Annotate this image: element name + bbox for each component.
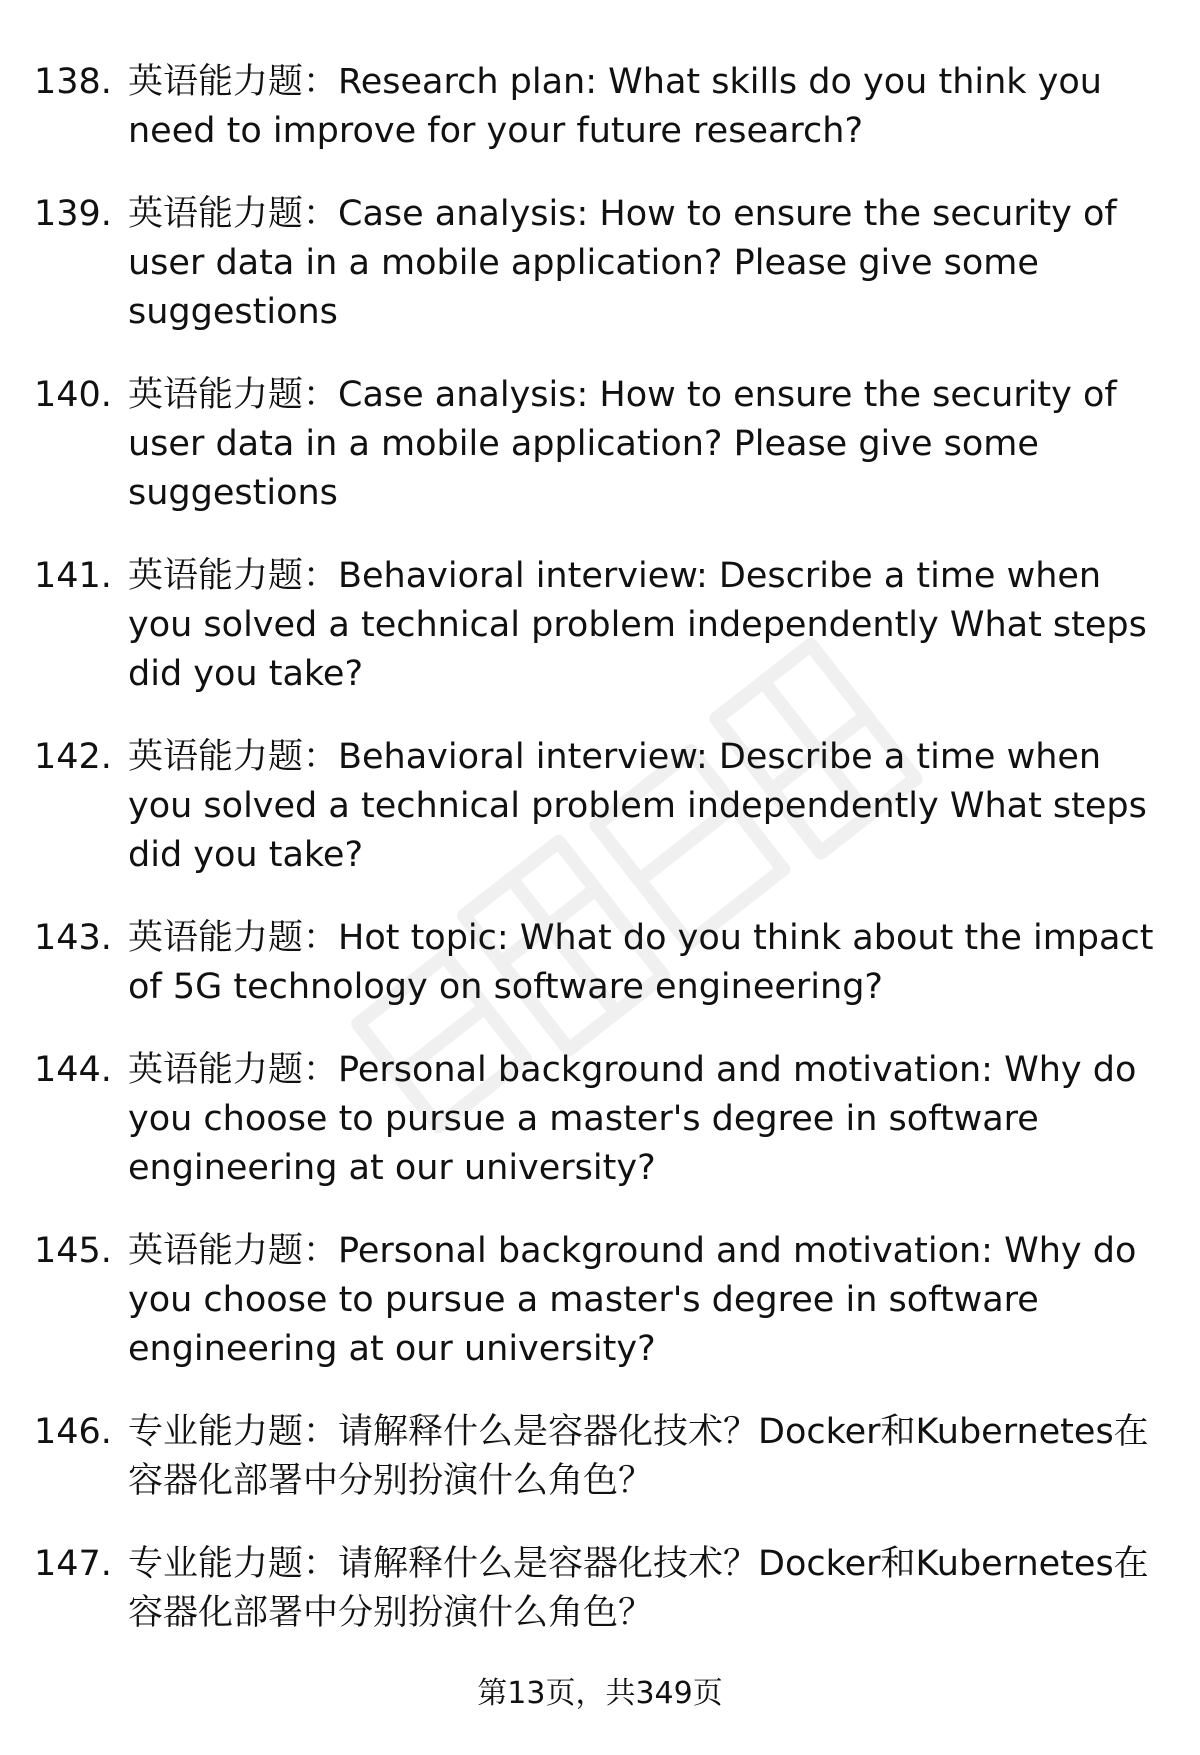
question-item — [34, 1046, 1164, 1193]
question-item — [34, 1227, 1164, 1374]
question-number: 140. — [34, 375, 112, 415]
question-number: 138. — [34, 62, 112, 102]
question-number: 139. — [34, 194, 112, 234]
question-item — [34, 190, 1164, 337]
question-text: 英语能力题：Behavioral interview: Describe a time when you solved a technical problem independently What steps did you take? — [128, 737, 1147, 875]
question-number: 141. — [34, 556, 112, 596]
question-number: 142. — [34, 737, 112, 777]
page-footer: 第13页，共349页 — [477, 1676, 723, 1711]
question-number: 143. — [34, 918, 112, 958]
question-number: 144. — [34, 1050, 112, 1090]
question-text: 专业能力题：请解释什么是容器化技术？Docker和Kubernetes在容器化部署中分别扮演什么角色？ — [128, 1544, 1149, 1633]
question-text: 英语能力题：Hot topic: What do you think about the impact of 5G technology on software engineering? — [128, 918, 1154, 1007]
question-item — [34, 733, 1164, 880]
question-number: 146. — [34, 1412, 112, 1452]
question-text: 英语能力题：Personal background and motivation: Why do you choose to pursue a master's degree in software engineering at our university? — [128, 1050, 1137, 1188]
question-text: 专业能力题：请解释什么是容器化技术？Docker和Kubernetes在容器化部署中分别扮演什么角色？ — [128, 1412, 1149, 1501]
question-item — [34, 1408, 1164, 1506]
question-item — [34, 1540, 1164, 1638]
question-text: 英语能力题：Personal background and motivation: Why do you choose to pursue a master's degree in software engineering at our university? — [128, 1231, 1137, 1369]
question-item — [34, 914, 1164, 1012]
question-text: 英语能力题：Case analysis: How to ensure the security of user data in a mobile application? Please give some suggestions — [128, 375, 1117, 513]
question-number: 145. — [34, 1231, 112, 1271]
question-item — [34, 58, 1164, 156]
question-text: 英语能力题：Research plan: What skills do you think you need to improve for your future research? — [128, 62, 1102, 151]
question-text: 英语能力题：Behavioral interview: Describe a time when you solved a technical problem independently What steps did you take? — [128, 556, 1147, 694]
question-list — [34, 58, 1164, 1672]
question-item — [34, 552, 1164, 699]
question-number: 147. — [34, 1544, 112, 1584]
question-text: 英语能力题：Case analysis: How to ensure the security of user data in a mobile application? Please give some suggestions — [128, 194, 1117, 332]
question-item — [34, 371, 1164, 518]
